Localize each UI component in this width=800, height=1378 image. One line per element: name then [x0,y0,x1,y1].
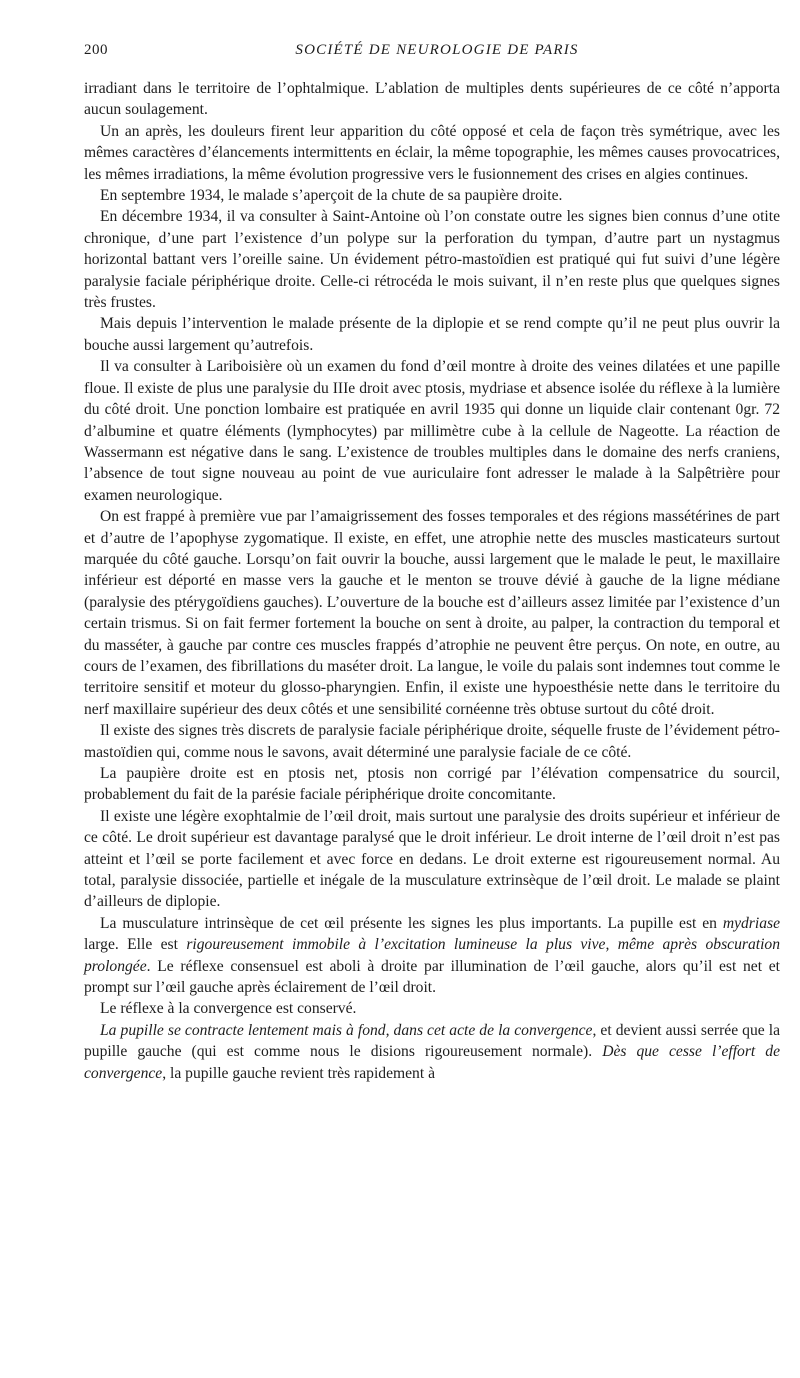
body-text [84,78,780,1084]
paragraph: En décembre 1934, il va consulter à Saint-Antoine où l’on constate outre les signes bien connus d’une otite chronique, d’une part l’existence d’un polype sur la perforation du tympan, d’autre part un nystagmus horizontal battant vers l’oreille saine. Un évidement pétro-mastoïdien est pratiqué qui fut suivi d’une légère paralysie faciale périphérique droite. Celle-ci rétrocéda le mois suivant, il n’en reste plus que quelques signes très frustes. [84,208,780,312]
paragraph: Il existe une légère exophtalmie de l’œil droit, mais surtout une paralysie des droits supérieur et inférieur de ce côté. Le droit supérieur est davantage paralysé que le droit inférieur. Le droit interne de l’œil droit n’est pas atteint et l’œil se porte facilement et avec force en dedans. Le droit externe est rigoureusement normal. Au total, paralysie dissociée, partielle et inégale de la musculature extrinsèque de l’œil droit. Le malade se plaint d’ailleurs de diplopie. [84,807,780,911]
paragraph: La paupière droite est en ptosis net, ptosis non corrigé par l’élévation compensatrice du sourcil, probablement du fait de la parésie faciale périphérique droite concomitante. [84,765,780,804]
paragraph: Il existe des signes très discrets de paralysie faciale périphérique droite, séquelle fruste de l’évidement pétro-mastoïdien qui, comme nous le savons, avait déterminé une paralysie faciale de ce côté. [84,722,780,761]
paragraph: La pupille se contracte lentement mais à fond, dans cet acte de la convergence, et devient aussi serrée que la pupille gauche (qui est comme nous le disions rigoureusement normale). Dès que cesse l’effort de convergence, la pupille gauche revient très rapidement à [84,1021,780,1082]
paragraph: Un an après, les douleurs firent leur apparition du côté opposé et cela de façon très symétrique, avec les mêmes caractères d’élancements intermittents en éclair, la même topographie, les mêmes causes provocatrices, les mêmes irradiations, la même évolution progressive vers le fusionnement des crises en algies continues. [84,122,780,183]
paragraph: La musculature intrinsèque de cet œil présente les signes les plus importants. La pupille est en mydriase large. Elle est rigoureusement immobile à l’excitation lumineuse la plus vive, même après obscuration prolongée. Le réflexe consensuel est aboli à droite par illumination de l’œil gauche, alors qu’il est net et prompt sur l’œil gauche après éclairement de l’œil droit. [84,914,780,997]
page-number: 200 [84,42,108,58]
paragraph: Il va consulter à Lariboisière où un examen du fond d’œil montre à droite des veines dilatées et une papille floue. Il existe de plus une paralysie du IIIe droit avec ptosis, mydriase et absence isolée du réflexe à la lumière du côté droit. Une ponction lombaire est pratiquée en avril 1935 qui donne un liquide clair contenant 0gr. 72 d’albumine et quatre éléments (lymphocytes) par millimètre cube à la cellule de Nageotte. La réaction de Wassermann est négative dans le sang. L’existence de troubles multiples dans le domaine des nerfs craniens, l’absence de tout signe nouveau au point de vue auriculaire font adresser le malade à la Salpêtrière pour examen neurologique. [84,358,780,504]
paragraph: On est frappé à première vue par l’amaigrissement des fosses temporales et des régions massétérines de part et d’autre de l’apophyse zygomatique. Il existe, en effet, une atrophie nette des muscles masticateurs surtout marquée du côté gauche. Lorsqu’on fait ouvrir la bouche, aussi largement que le malade le peut, le maxillaire inférieur est déporté en masse vers la gauche et le menton se trouve dévié à gauche de la ligne médiane (paralysie des ptérygoïdiens gauches). L’ouverture de la bouche est d’ailleurs assez limitée par l’existence d’un certain trismus. Si on fait fermer fortement la bouche on sent à droite, au palper, la contraction du temporal et du masséter, à gauche par contre ces muscles frappés d’atrophie ne peuvent être perçus. On note, en outre, au cours de l’examen, des fibrillations du maséter droit. La langue, le voile du palais sont indemnes tout comme le territoire sensitif et moteur du glosso-pharyngien. Enfin, il existe une hypoesthésie nette dans le territoire du nerf maxillaire supérieur des deux côtés et une sensibilité cornéenne très obtuse surtout du côté droit. [84,508,780,718]
paragraph: irradiant dans le territoire de l’ophtalmique. L’ablation de multiples dents supérieures de ce côté n’apporta aucun soulagement. [84,80,780,119]
running-head: SOCIÉTÉ DE NEUROLOGIE DE PARIS [295,42,579,58]
paragraph: Le réflexe à la convergence est conservé. [100,1000,357,1018]
page-header [84,42,780,64]
paragraph: Mais depuis l’intervention le malade présente de la diplopie et se rend compte qu’il ne peut plus ouvrir la bouche aussi largement qu’autrefois. [84,315,780,354]
paragraph: En septembre 1934, le malade s’aperçoit de la chute de sa paupière droite. [100,187,563,205]
